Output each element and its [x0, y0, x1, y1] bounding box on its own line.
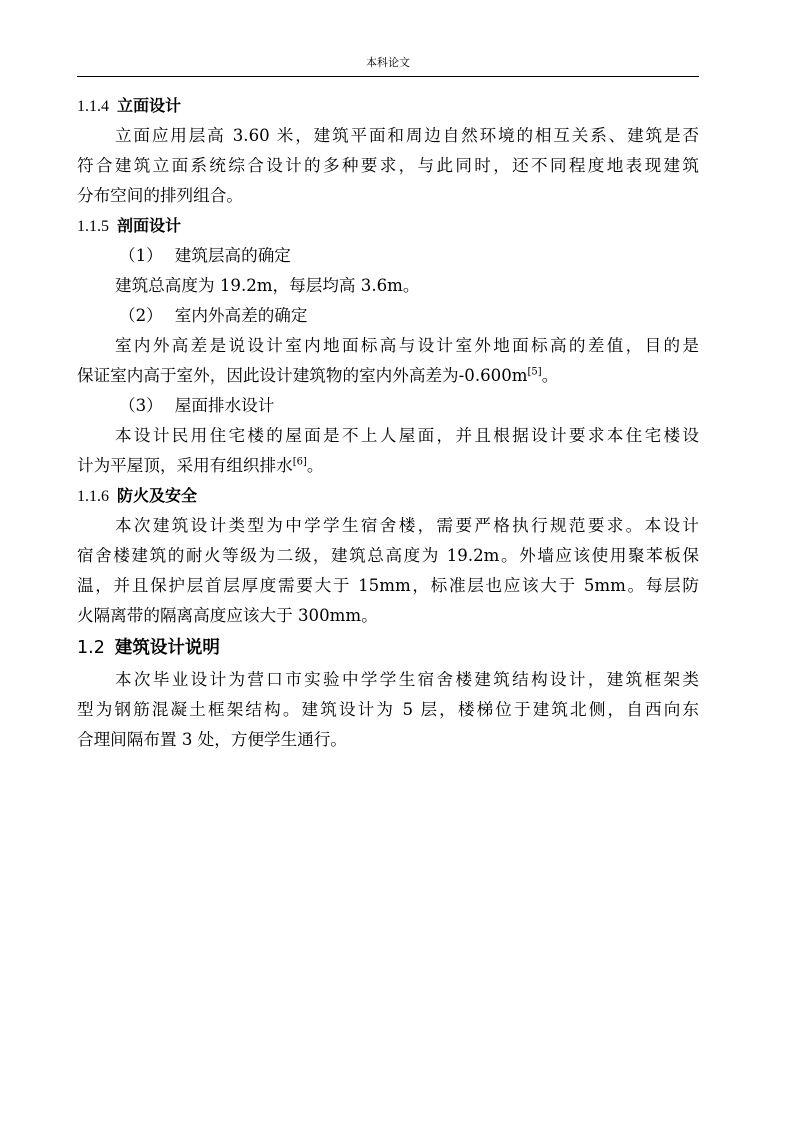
item-title: 室内外高差的确定	[174, 306, 308, 325]
section-heading-1-1-6	[77, 481, 699, 511]
paragraph-line: 符合建筑立面系统综合设计的多种要求，与此同时，还不同程度地表现建筑	[77, 156, 699, 175]
paragraph-line: 建筑总高度为 19.2m，每层均高 3.6m。	[115, 276, 420, 295]
citation-ref: [6]	[292, 456, 307, 468]
paragraph-line	[77, 451, 699, 481]
paragraph-line: 火隔离带的隔离高度应该大于 300mm。	[77, 606, 378, 625]
section-number: 1.1.4	[77, 98, 109, 115]
item-label: （1）	[119, 246, 163, 265]
section-number: 1.1.6	[77, 488, 109, 505]
list-item-heading	[77, 301, 699, 331]
paragraph-line: 合理间隔布置 3 处，方便学生通行。	[77, 730, 348, 749]
paragraph-line: 本次建筑设计类型为中学学生宿舍楼，需要严格执行规范要求。本设计	[115, 516, 699, 535]
item-title: 建筑层高的确定	[174, 246, 291, 265]
paragraph-text: 保证室内高于室外，因此设计建筑物的室内外高差为-0.600m	[77, 366, 528, 385]
paragraph-line: 立面应用层高 3.60 米，建筑平面和周边自然环境的相互关系、建筑是否	[115, 126, 699, 145]
page-body	[77, 91, 699, 755]
item-label: （3）	[119, 396, 163, 415]
list-item-heading	[77, 241, 699, 271]
header-rule	[77, 76, 699, 77]
citation-ref: [5]	[527, 366, 542, 378]
paragraph-line: 宿舍楼建筑的耐火等级为二级，建筑总高度为 19.2m。外墙应该使用聚苯板保	[77, 546, 699, 565]
section-title: 剖面设计	[117, 216, 182, 235]
paragraph-line: 温，并且保护层首层厚度需要大于 15mm，标准层也应该大于 5mm。每层防	[77, 576, 699, 595]
paragraph-line: 本次毕业设计为营口市实验中学学生宿舍楼建筑结构设计，建筑框架类	[115, 670, 699, 689]
section-title: 立面设计	[117, 96, 182, 115]
paragraph-text: 。	[306, 456, 324, 475]
section-heading-1-2	[77, 631, 699, 665]
paragraph-text: 。	[541, 366, 559, 385]
list-item-heading	[77, 391, 699, 421]
running-header: 本科论文	[366, 56, 410, 69]
section-title: 建筑设计说明	[114, 638, 220, 658]
item-title: 屋面排水设计	[174, 396, 275, 415]
item-label: （2）	[119, 306, 163, 325]
paragraph-line: 分布空间的排列组合。	[77, 186, 243, 205]
section-title: 防火及安全	[117, 486, 198, 505]
section-heading-1-1-5	[77, 211, 699, 241]
section-number: 1.1.5	[77, 218, 109, 235]
paragraph-text: 计为平屋顶，采用有组织排水	[77, 456, 293, 475]
paragraph-line	[77, 361, 699, 391]
paragraph-line: 本设计民用住宅楼的屋面是不上人屋面，并且根据设计要求本住宅楼设	[115, 426, 699, 445]
paragraph-line: 型为钢筋混凝土框架结构。建筑设计为 5 层，楼梯位于建筑北侧，自西向东	[77, 700, 699, 719]
section-number: 1.2	[77, 638, 105, 658]
paragraph-line: 室内外高差是说设计室内地面标高与设计室外地面标高的差值，目的是	[115, 336, 699, 355]
section-heading-1-1-4	[77, 91, 699, 121]
